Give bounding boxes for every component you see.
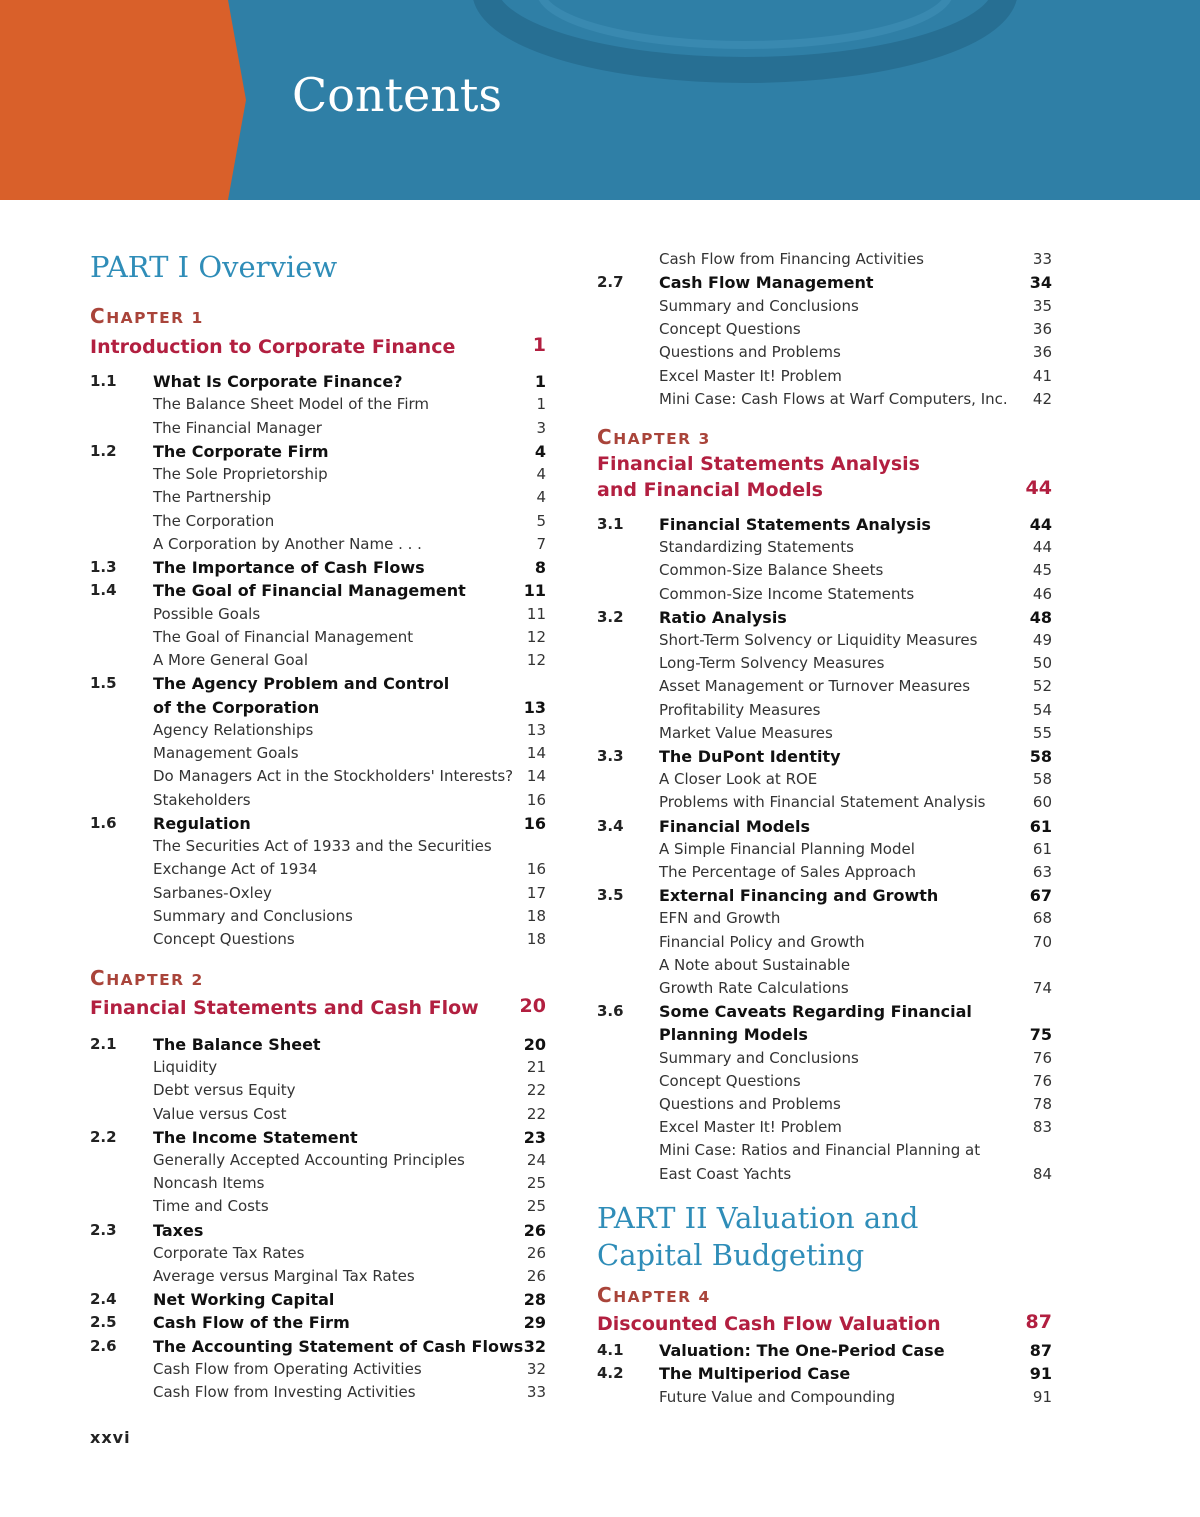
section-label: Cash Flow Management	[659, 273, 874, 293]
section-page: 26	[526, 1243, 546, 1262]
section-page: 87	[1029, 1341, 1052, 1360]
section-page: 22	[526, 1081, 546, 1100]
section-page: 18	[526, 906, 546, 925]
toc-subsection-row[interactable]	[90, 860, 546, 883]
section-label: Excel Master It! Problem	[659, 366, 842, 385]
section-page: 55	[1032, 723, 1052, 742]
section-page: 7	[536, 534, 546, 553]
section-label: Concept Questions	[659, 319, 801, 338]
section-page: 58	[1032, 770, 1052, 789]
section-label: Financial Policy and Growth	[659, 932, 865, 951]
section-label: The Percentage of Sales Approach	[659, 863, 916, 881]
section-label: Average versus Marginal Tax Rates	[153, 1267, 415, 1285]
section-label: The Multiperiod Case	[659, 1364, 851, 1384]
toc-section-row[interactable]	[597, 747, 1052, 770]
toc-right-column	[597, 0, 1052, 1517]
section-label: The Agency Problem and Control	[153, 674, 450, 694]
section-label: The Accounting Statement of Cash Flows	[153, 1336, 524, 1356]
toc-subsection-row[interactable]	[597, 538, 1052, 561]
toc-subsection-row[interactable]	[597, 320, 1052, 343]
section-page: 33	[526, 1383, 546, 1401]
section-number: 3.5	[597, 886, 624, 905]
section-label: Mini Case: Cash Flows at Warf Computers, Inc.	[659, 389, 1008, 408]
section-label: Profitability Measures	[659, 700, 821, 719]
section-label: Summary and Conclusions	[153, 906, 353, 925]
toc-subsection-row[interactable]	[90, 1383, 546, 1406]
section-page: 75	[1029, 1025, 1052, 1045]
section-label: Exchange Act of 1934	[153, 860, 318, 879]
toc-subsection-row[interactable]	[597, 1165, 1052, 1188]
toc-subsection-row[interactable]	[90, 651, 546, 674]
section-page: 4	[534, 441, 546, 461]
section-label: The Goal of Financial Management	[153, 627, 414, 646]
section-page: 67	[1029, 886, 1052, 906]
page-title: Contents	[292, 68, 502, 122]
section-label: Possible Goals	[153, 604, 261, 623]
section-label: The Income Statement	[153, 1127, 358, 1147]
toc-subsection-row[interactable]	[597, 585, 1052, 608]
section-page: 34	[1029, 273, 1052, 293]
section-label: Excel Master It! Problem	[659, 1118, 842, 1137]
section-number: 3.3	[597, 747, 624, 765]
section-page: 33	[1032, 250, 1052, 268]
section-page: 8	[534, 558, 546, 577]
section-page: 14	[526, 744, 546, 762]
section-page: 20	[523, 1035, 546, 1054]
section-page: 42	[1032, 389, 1052, 408]
section-page: 74	[1032, 979, 1052, 997]
section-label: Summary and Conclusions	[659, 1048, 859, 1067]
section-page: 32	[526, 1359, 546, 1378]
section-number: 1.5	[90, 674, 117, 693]
section-label: East Coast Yachts	[659, 1164, 792, 1183]
section-number: 2.2	[90, 1127, 117, 1146]
section-page: 16	[526, 790, 546, 809]
toc-subsection-row[interactable]	[90, 1151, 546, 1174]
toc-section-row[interactable]	[90, 1035, 546, 1058]
toc-subsection-row[interactable]	[597, 956, 1052, 979]
section-page: 4	[536, 488, 546, 507]
toc-subsection-row[interactable]	[90, 1360, 546, 1383]
section-label: Standardizing Statements	[659, 538, 854, 557]
section-page: 76	[1032, 1071, 1052, 1090]
toc-section-row[interactable]	[597, 273, 1052, 296]
toc-subsection-row[interactable]	[597, 770, 1052, 793]
section-page: 3	[536, 418, 546, 437]
chapter-page: 87	[1025, 1311, 1052, 1333]
chapter-title[interactable]: Financial Statements Analysis	[597, 453, 920, 475]
section-page: 25	[526, 1174, 546, 1193]
section-label: The Corporation	[153, 511, 275, 530]
toc-subsection-row[interactable]	[597, 631, 1052, 654]
toc-section-row[interactable]	[90, 1221, 546, 1244]
section-page: 26	[526, 1267, 546, 1285]
toc-subsection-row[interactable]	[597, 979, 1052, 1002]
section-page: 1	[536, 395, 546, 414]
toc-subsection-row[interactable]	[597, 250, 1052, 273]
toc-section-row[interactable]	[597, 886, 1052, 909]
section-label: The Sole Proprietorship	[153, 465, 328, 483]
section-number: 2.7	[597, 273, 624, 292]
toc-subsection-row[interactable]	[90, 605, 546, 628]
section-label: Market Value Measures	[659, 723, 833, 742]
section-page: 32	[523, 1336, 546, 1356]
toc-section-row[interactable]	[90, 1313, 546, 1336]
section-page: 49	[1032, 631, 1052, 649]
toc-subsection-row[interactable]	[597, 840, 1052, 863]
toc-subsection-row[interactable]	[90, 488, 546, 511]
toc-section-row[interactable]	[90, 372, 546, 395]
section-label: Do Managers Act in the Stockholders' Interests?	[153, 767, 514, 786]
toc-section-row[interactable]	[90, 814, 546, 837]
section-page: 21	[526, 1058, 546, 1077]
section-page: 36	[1032, 319, 1052, 338]
toc-subsection-row[interactable]	[597, 1095, 1052, 1118]
section-page: 5	[536, 511, 546, 530]
section-page: 4	[536, 465, 546, 483]
section-page: 36	[1032, 343, 1052, 362]
section-label: Concept Questions	[659, 1071, 801, 1090]
toc-subsection-row[interactable]	[90, 1105, 546, 1128]
section-label: EFN and Growth	[659, 909, 781, 928]
section-label: A Note about Sustainable	[659, 955, 851, 974]
section-label: The Balance Sheet	[153, 1035, 321, 1054]
section-page: 1	[534, 372, 546, 391]
toc-subsection-row[interactable]	[90, 837, 546, 860]
toc-section-row[interactable]	[90, 1290, 546, 1313]
toc-subsection-row[interactable]	[90, 628, 546, 651]
toc-subsection-row[interactable]	[597, 909, 1052, 932]
section-page: 76	[1032, 1048, 1052, 1067]
section-page: 48	[1029, 607, 1052, 627]
toc-subsection-row[interactable]	[90, 884, 546, 907]
toc-subsection-row[interactable]	[597, 1072, 1052, 1095]
toc-left-column	[90, 0, 546, 1517]
toc-subsection-row[interactable]	[597, 1388, 1052, 1411]
section-page: 13	[526, 720, 546, 739]
section-label: Asset Management or Turnover Measures	[659, 677, 971, 696]
section-page: 45	[1032, 561, 1052, 580]
toc-subsection-row[interactable]	[90, 1267, 546, 1290]
section-label: Management Goals	[153, 744, 299, 762]
section-label: The Balance Sheet Model of the Firm	[153, 395, 430, 414]
chapter-label: CHAPTER 1	[90, 304, 204, 328]
section-label: Cash Flow from Financing Activities	[659, 250, 924, 268]
toc-subsection-row[interactable]	[597, 1049, 1052, 1072]
section-page: 63	[1032, 863, 1052, 881]
section-label: Mini Case: Ratios and Financial Planning at	[659, 1141, 981, 1160]
section-label: of the Corporation	[153, 697, 320, 717]
section-label: The Securities Act of 1933 and the Securities	[153, 837, 492, 855]
section-page: 91	[1029, 1364, 1052, 1384]
toc-subsection-row[interactable]	[597, 1118, 1052, 1141]
section-label: Summary and Conclusions	[659, 296, 859, 315]
section-label: What Is Corporate Finance?	[153, 372, 403, 391]
chapter-title[interactable]: Introduction to Corporate Finance	[90, 336, 456, 358]
section-label: Common-Size Balance Sheets	[659, 561, 884, 580]
section-page: 16	[523, 813, 546, 833]
chapter-page: 44	[1025, 477, 1052, 499]
toc-subsection-row[interactable]	[597, 793, 1052, 816]
section-number: 1.6	[90, 813, 117, 832]
section-page: 58	[1029, 747, 1052, 766]
section-label: Problems with Financial Statement Analysis	[659, 793, 986, 812]
toc-section-row[interactable]	[90, 442, 546, 465]
toc-subsection-row[interactable]	[90, 1244, 546, 1267]
section-label: A Closer Look at ROE	[659, 770, 818, 789]
section-label: Noncash Items	[153, 1174, 265, 1193]
section-label: Planning Models	[659, 1025, 808, 1045]
section-page: 28	[523, 1290, 546, 1310]
section-number: 1.2	[90, 441, 117, 460]
section-label: Corporate Tax Rates	[153, 1243, 305, 1262]
section-page: 61	[1032, 839, 1052, 858]
toc-section-row[interactable]	[90, 581, 546, 604]
section-label: External Financing and Growth	[659, 886, 939, 906]
section-page: 60	[1032, 793, 1052, 812]
section-label: The DuPont Identity	[659, 747, 841, 766]
section-page: 13	[523, 697, 546, 717]
chapter-label: CHAPTER 4	[597, 1283, 711, 1307]
section-page: 41	[1032, 366, 1052, 385]
section-label: Short-Term Solvency or Liquidity Measures	[659, 631, 978, 649]
section-number: 2.4	[90, 1290, 117, 1309]
toc-section-row[interactable]	[597, 1364, 1052, 1387]
section-page: 54	[1032, 700, 1052, 719]
section-page: 25	[526, 1197, 546, 1216]
toc-subsection-row[interactable]	[90, 419, 546, 442]
toc-section-row[interactable]	[597, 515, 1052, 538]
toc-subsection-row[interactable]	[90, 791, 546, 814]
section-page: 35	[1032, 296, 1052, 315]
section-page: 84	[1032, 1164, 1052, 1183]
part-heading: PART II Valuation and	[597, 1201, 919, 1235]
section-page: 52	[1032, 677, 1052, 696]
section-label: Value versus Cost	[153, 1104, 287, 1123]
section-label: Concept Questions	[153, 930, 295, 948]
section-number: 4.1	[597, 1341, 624, 1359]
toc-section-row[interactable]	[597, 1025, 1052, 1048]
section-page: 70	[1032, 932, 1052, 951]
toc-subsection-row[interactable]	[90, 721, 546, 744]
section-page: 12	[526, 651, 546, 669]
section-page: 14	[526, 767, 546, 786]
section-label: A Corporation by Another Name . . .	[153, 534, 422, 553]
section-number: 3.1	[597, 515, 624, 533]
section-label: Growth Rate Calculations	[659, 979, 849, 997]
page-number: xxvi	[90, 1428, 131, 1447]
section-label: Net Working Capital	[153, 1290, 335, 1310]
toc-section-row[interactable]	[90, 1128, 546, 1151]
section-page: 29	[523, 1313, 546, 1333]
part-heading: PART I Overview	[90, 250, 338, 284]
section-page: 11	[523, 581, 546, 601]
toc-subsection-row[interactable]	[90, 1081, 546, 1104]
toc-subsection-row[interactable]	[90, 512, 546, 535]
toc-subsection-row[interactable]	[90, 930, 546, 953]
toc-section-row[interactable]	[597, 1002, 1052, 1025]
section-page: 50	[1032, 654, 1052, 673]
toc-subsection-row[interactable]	[597, 701, 1052, 724]
section-page: 17	[526, 883, 546, 902]
section-label: Cash Flow from Investing Activities	[153, 1383, 416, 1401]
section-number: 3.6	[597, 1002, 624, 1021]
section-page: 26	[523, 1220, 546, 1240]
section-label: Generally Accepted Accounting Principles	[153, 1151, 465, 1169]
section-label: Questions and Problems	[659, 343, 841, 362]
chapter-label: CHAPTER 3	[597, 425, 711, 449]
section-label: The Goal of Financial Management	[153, 581, 466, 601]
toc-subsection-row[interactable]	[597, 297, 1052, 320]
chapter-label: CHAPTER 2	[90, 966, 204, 990]
section-label: The Partnership	[153, 488, 272, 507]
section-number: 2.1	[90, 1035, 117, 1053]
section-number: 2.3	[90, 1220, 117, 1239]
section-label: Questions and Problems	[659, 1095, 841, 1113]
toc-subsection-row[interactable]	[90, 1058, 546, 1081]
section-number: 3.2	[597, 607, 624, 626]
section-label: Liquidity	[153, 1058, 218, 1077]
section-label: Valuation: The One-Period Case	[659, 1341, 945, 1360]
section-label: Agency Relationships	[153, 720, 314, 739]
section-label: Long-Term Solvency Measures	[659, 654, 885, 673]
chapter-title[interactable]: Financial Statements and Cash Flow	[90, 997, 479, 1019]
section-label: The Corporate Firm	[153, 441, 329, 461]
section-label: The Importance of Cash Flows	[153, 558, 425, 577]
toc-subsection-row[interactable]	[597, 343, 1052, 366]
chapter-title-continued[interactable]: and Financial Models	[597, 479, 823, 501]
chapter-page: 20	[519, 995, 546, 1017]
section-page: 24	[526, 1151, 546, 1169]
section-label: Ratio Analysis	[659, 607, 787, 627]
section-label: Cash Flow from Operating Activities	[153, 1359, 422, 1378]
section-page: 68	[1032, 909, 1052, 928]
section-number: 1.3	[90, 558, 117, 576]
toc-subsection-row[interactable]	[597, 933, 1052, 956]
section-label: Sarbanes-Oxley	[153, 883, 272, 902]
section-page: 11	[526, 604, 546, 623]
toc-subsection-row[interactable]	[90, 744, 546, 767]
toc-subsection-row[interactable]	[90, 1174, 546, 1197]
toc-section-row[interactable]	[597, 608, 1052, 631]
chapter-title[interactable]: Discounted Cash Flow Valuation	[597, 1313, 941, 1335]
chapter-page: 1	[532, 334, 546, 356]
section-label: Financial Statements Analysis	[659, 515, 931, 534]
section-page: 61	[1029, 816, 1052, 836]
section-label: Future Value and Compounding	[659, 1387, 896, 1406]
toc-subsection-row[interactable]	[90, 465, 546, 488]
section-number: 2.5	[90, 1313, 117, 1332]
section-label: Time and Costs	[153, 1197, 269, 1216]
toc-subsection-row[interactable]	[597, 724, 1052, 747]
section-page: 16	[526, 860, 546, 879]
section-label: Regulation	[153, 813, 251, 833]
toc-subsection-row[interactable]	[597, 390, 1052, 413]
section-label: Financial Models	[659, 816, 811, 836]
toc-subsection-row[interactable]	[597, 677, 1052, 700]
toc-subsection-row[interactable]	[90, 395, 546, 418]
toc-subsection-row[interactable]	[90, 907, 546, 930]
toc-subsection-row[interactable]	[597, 863, 1052, 886]
section-page: 78	[1032, 1095, 1052, 1113]
section-number: 1.1	[90, 372, 117, 390]
toc-subsection-row[interactable]	[90, 1197, 546, 1220]
section-label: Common-Size Income Statements	[659, 584, 915, 603]
toc-subsection-row[interactable]	[90, 767, 546, 790]
section-number: 1.4	[90, 581, 117, 600]
toc-section-row[interactable]	[90, 1337, 546, 1360]
section-page: 23	[523, 1127, 546, 1147]
section-page: 46	[1032, 584, 1052, 603]
toc-section-row[interactable]	[90, 674, 546, 697]
section-page: 83	[1032, 1118, 1052, 1137]
part-heading-continued: Capital Budgeting	[597, 1238, 865, 1272]
toc-subsection-row[interactable]	[597, 654, 1052, 677]
section-page: 91	[1032, 1387, 1052, 1406]
toc-section-row[interactable]	[90, 558, 546, 581]
toc-section-row[interactable]	[90, 698, 546, 721]
section-page: 44	[1029, 515, 1052, 534]
section-label: A Simple Financial Planning Model	[659, 839, 915, 858]
section-label: Cash Flow of the Firm	[153, 1313, 350, 1333]
toc-subsection-row[interactable]	[597, 561, 1052, 584]
toc-subsection-row[interactable]	[597, 1141, 1052, 1164]
toc-subsection-row[interactable]	[597, 367, 1052, 390]
section-page: 18	[526, 930, 546, 948]
section-number: 2.6	[90, 1336, 117, 1355]
toc-section-row[interactable]	[597, 1341, 1052, 1364]
section-label: Taxes	[153, 1220, 204, 1240]
section-page: 22	[526, 1104, 546, 1123]
section-page: 44	[1032, 538, 1052, 557]
section-number: 4.2	[597, 1364, 624, 1383]
toc-section-row[interactable]	[597, 817, 1052, 840]
section-label: The Financial Manager	[153, 418, 322, 437]
section-label: A More General Goal	[153, 651, 309, 669]
section-label: Debt versus Equity	[153, 1081, 296, 1100]
section-label: Stakeholders	[153, 790, 251, 809]
section-label: Some Caveats Regarding Financial	[659, 1002, 972, 1022]
section-number: 3.4	[597, 816, 624, 835]
toc-subsection-row[interactable]	[90, 535, 546, 558]
section-page: 12	[526, 627, 546, 646]
